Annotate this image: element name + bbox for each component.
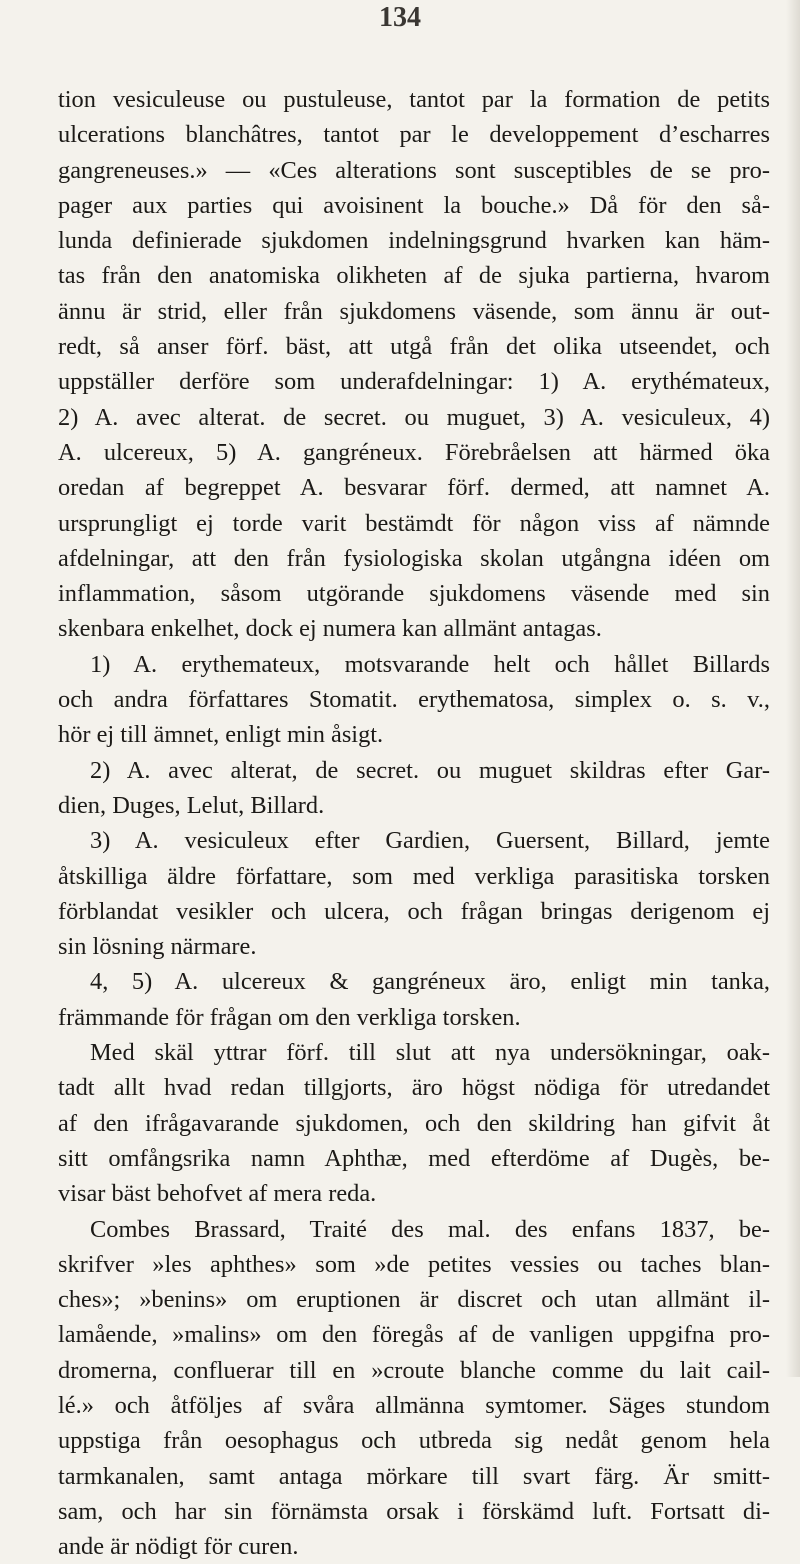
- page-number: 134: [379, 2, 421, 33]
- text-line: 3) A. vesiculeux efter Gardien, Guersent, Billard, jemte: [90, 827, 770, 855]
- text-line: 1) A. erythemateux, motsvarande helt och hållet Billards: [90, 650, 770, 678]
- text-line: 2) A. avec alterat. de secret. ou muguet, 3) A. vesiculeux, 4): [58, 403, 770, 431]
- text-line: sin lösning närmare.: [58, 933, 257, 961]
- text-line: skrifver »les aphthes» som »de petites vessies ou taches blan-: [58, 1250, 770, 1278]
- text-line: 4, 5) A. ulcereux & gangréneux äro, enligt min tanka,: [90, 968, 770, 996]
- text-line: oredan af begreppet A. besvarar förf. dermed, att namnet A.: [58, 474, 770, 502]
- text-line: af den ifrågavarande sjukdomen, och den skildring han gifvit åt: [58, 1109, 770, 1137]
- text-line: ches»; »benins» om eruptionen är discret och utan allmänt il-: [58, 1286, 770, 1314]
- text-line: lé.» och åtföljes af svåra allmänna symtomer. Säges stundom: [58, 1391, 770, 1419]
- text-line: tadt allt hvad redan tillgjorts, äro högst nödiga för utredandet: [58, 1074, 770, 1102]
- text-line: främmande för frågan om den verkliga torsken.: [58, 1003, 521, 1031]
- text-line: redt, så anser förf. bäst, att utgå från det olika utseendet, och: [58, 333, 770, 361]
- text-line: förblandat vesikler och ulcera, och frågan bringas derigenom ej: [58, 897, 770, 925]
- text-line: sam, och har sin förnämsta orsak i förskämd luft. Fortsatt di-: [58, 1497, 770, 1525]
- body-text: [58, 82, 770, 1564]
- text-line: inflammation, såsom utgörande sjukdomens väsende med sin: [58, 580, 770, 608]
- text-line: visar bäst behofvet af mera reda.: [58, 1180, 377, 1208]
- text-line: tion vesiculeuse ou pustuleuse, tantot par la formation de petits: [58, 86, 770, 113]
- text-line: uppställer derföre som underafdelningar: 1) A. erythémateux,: [58, 368, 770, 396]
- text-line: lamående, »malins» om den föregås af de vanligen uppgifna pro-: [58, 1321, 770, 1349]
- text-line: Combes Brassard, Traité des mal. des enfans 1837, be-: [90, 1215, 770, 1243]
- text-line: sitt omfångsrika namn Aphthæ, med efterdöme af Dugès, be-: [58, 1144, 770, 1172]
- text-line: hör ej till ämnet, enligt min åsigt.: [58, 721, 384, 749]
- text-line: A. ulcereux, 5) A. gangréneux. Förebråelsen att härmed öka: [58, 438, 770, 466]
- text-line: lunda definierade sjukdomen indelningsgrund hvarken kan häm-: [58, 227, 770, 255]
- text-line: uppstiga från oesophagus och utbreda sig nedåt genom hela: [58, 1427, 770, 1455]
- text-line: ännu är strid, eller från sjukdomens väsende, som ännu är out-: [58, 297, 770, 325]
- text-line: och andra författares Stomatit. erythematosa, simplex o. s. v.,: [58, 686, 770, 714]
- text-line: dien, Duges, Lelut, Billard.: [58, 791, 325, 819]
- text-line: Med skäl yttrar förf. till slut att nya undersökningar, oak-: [90, 1039, 770, 1067]
- text-line: 2) A. avec alterat, de secret. ou muguet skildras efter Gar-: [90, 756, 770, 784]
- page-edge-shadow: [786, 0, 800, 1377]
- text-line: afdelningar, att den från fysiologiska skolan utgångna idéen om: [58, 544, 770, 572]
- text-line: tarmkanalen, samt antaga mörkare till svart färg. Är smitt-: [58, 1462, 770, 1490]
- text-line: dromerna, confluerar till en »croute blanche comme du lait cail-: [58, 1356, 770, 1384]
- text-line: pager aux parties qui avoisinent la bouche.» Då för den så-: [58, 191, 770, 219]
- text-line: ande är nödigt för curen.: [58, 1533, 299, 1561]
- text-line: ursprungligt ej torde varit bestämdt för någon viss af nämnde: [58, 509, 770, 537]
- text-line: gangreneuses.» — «Ces alterations sont susceptibles de se pro-: [58, 156, 770, 184]
- text-line: ulcerations blanchâtres, tantot par le developpement d’escharres: [58, 121, 770, 149]
- text-line: åtskilliga äldre författare, som med verkliga parasitiska torsken: [58, 862, 770, 890]
- text-line: tas från den anatomiska olikheten af de sjuka partierna, hvarom: [58, 262, 770, 290]
- text-line: skenbara enkelhet, dock ej numera kan allmänt antagas.: [58, 615, 602, 643]
